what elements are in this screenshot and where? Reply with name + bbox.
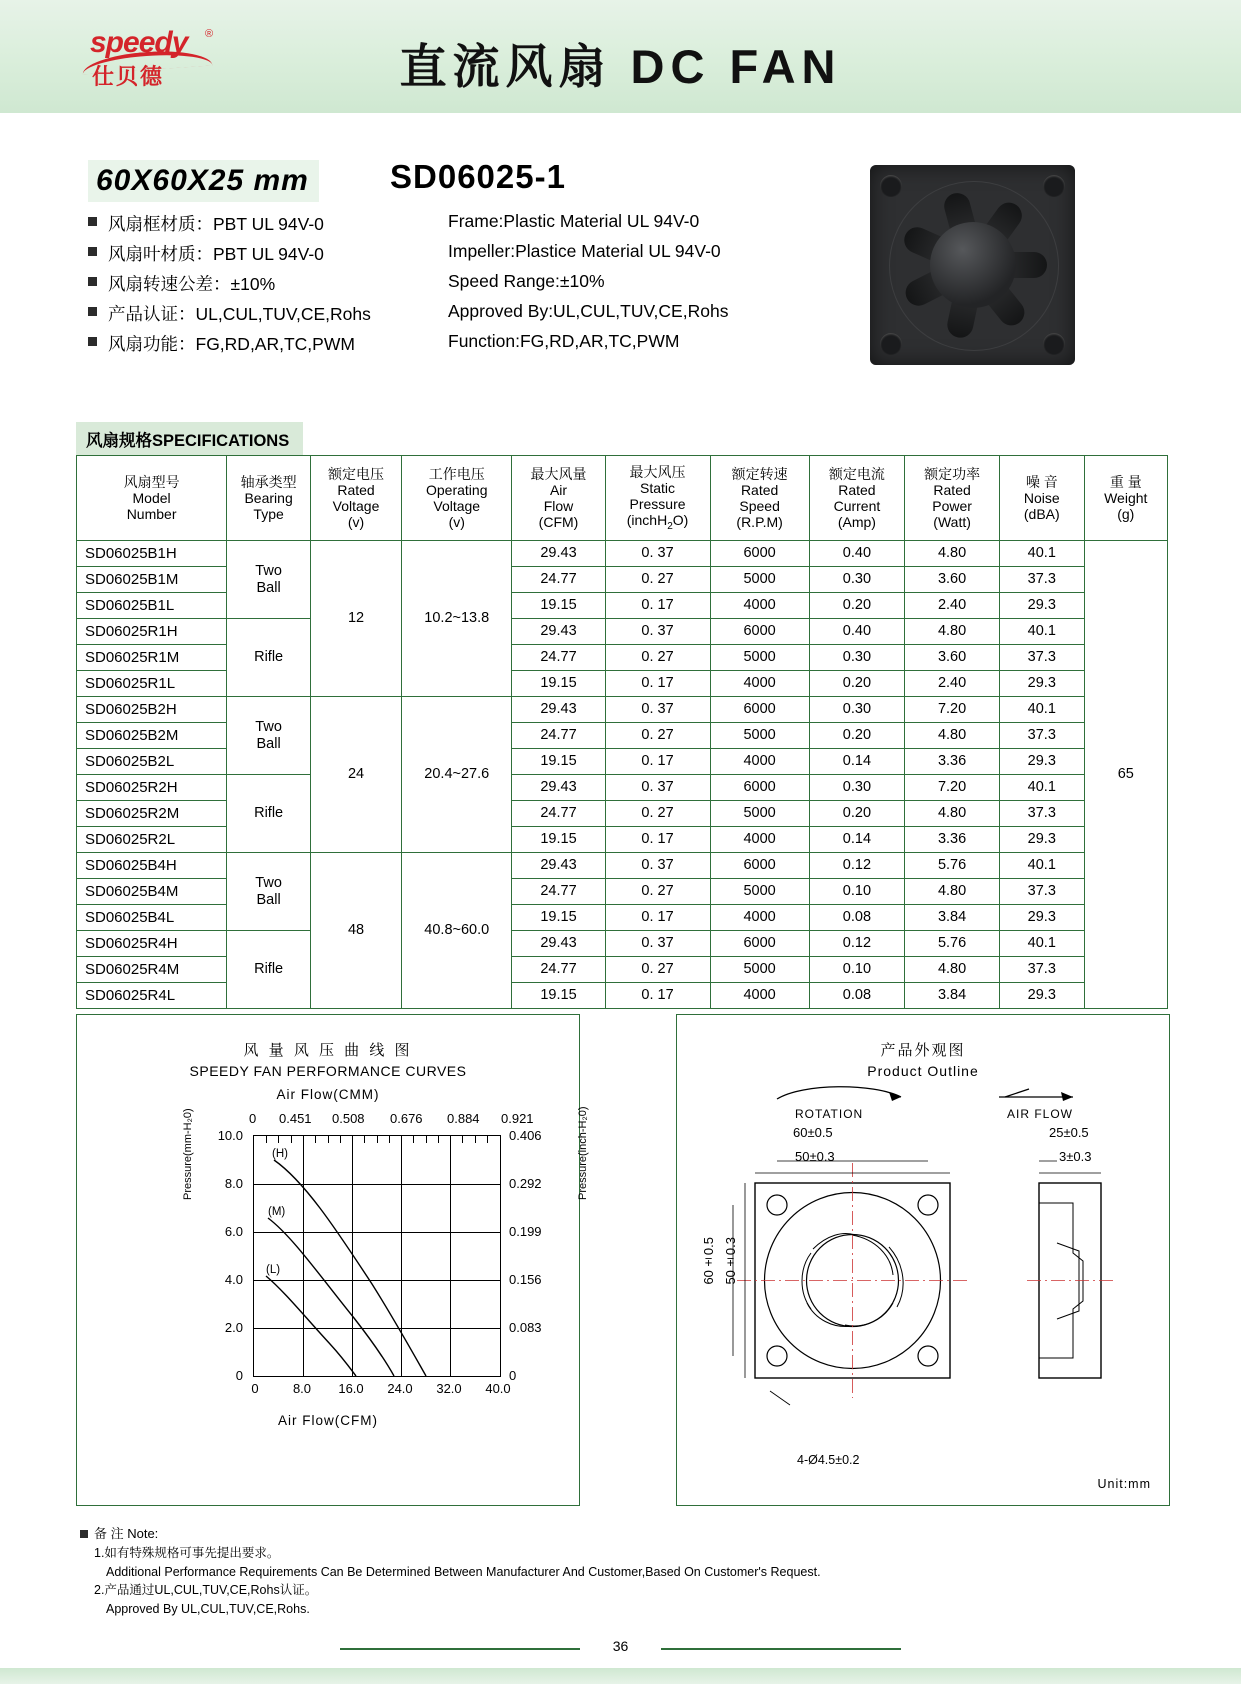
specifications-table	[76, 455, 1168, 1009]
cell-pressure: 0. 37	[605, 775, 710, 801]
cell-speed: 6000	[710, 619, 809, 645]
footer-bar	[0, 1668, 1241, 1684]
cell-current: 0.20	[809, 801, 905, 827]
cell-power: 3.84	[905, 905, 1000, 931]
cell-noise: 40.1	[1000, 931, 1085, 957]
cell-power: 3.60	[905, 567, 1000, 593]
notes-block	[80, 1524, 821, 1619]
cell-pressure: 0. 17	[605, 593, 710, 619]
note-line-3: 2.产品通过UL,CUL,TUV,CE,Rohs认证。	[94, 1583, 318, 1598]
cell-speed: 4000	[710, 983, 809, 1009]
y-tick-0: 10.0	[217, 1128, 243, 1143]
product-feature-list	[88, 208, 828, 358]
y-right-tick-2: 0.199	[509, 1224, 542, 1239]
performance-curve-panel	[76, 1014, 589, 1506]
cell-power: 3.60	[905, 645, 1000, 671]
cell-power: 2.40	[905, 671, 1000, 697]
cell-pressure: 0. 37	[605, 853, 710, 879]
top-tick-0: 0	[249, 1111, 257, 1126]
x-tick-4: 32.0	[436, 1381, 462, 1396]
col-bearing: 轴承类型 Bearing Type	[227, 456, 311, 541]
cell-airflow: 24.77	[512, 645, 605, 671]
cell-rated-voltage: 12	[311, 541, 402, 697]
cell-rated-voltage: 24	[311, 697, 402, 853]
col-rated-power: 额定功率 Rated Power (Watt)	[905, 456, 1000, 541]
cell-airflow: 24.77	[512, 723, 605, 749]
cell-airflow: 19.15	[512, 593, 605, 619]
cell-model: SD06025R1L	[77, 671, 227, 697]
logo-registered-icon: ®	[205, 28, 214, 40]
cell-power: 5.76	[905, 931, 1000, 957]
page-title: 直流风扇 DC FAN	[399, 40, 842, 93]
cell-bearing-type	[227, 775, 311, 853]
cell-airflow: 29.43	[512, 541, 605, 567]
cell-speed: 5000	[710, 567, 809, 593]
dim-depth-inner: 3±0.3	[1059, 1149, 1092, 1164]
note-line-1: 1.如有特殊规格可事先提出要求。	[94, 1545, 280, 1560]
table-body	[77, 541, 1168, 1009]
cell-pressure: 0. 37	[605, 697, 710, 723]
cell-noise: 29.3	[1000, 593, 1085, 619]
page-footer	[0, 1638, 1241, 1654]
col-model-en: Model	[132, 489, 171, 506]
cell-pressure: 0. 17	[605, 749, 710, 775]
top-tick-3: 0.676	[390, 1111, 423, 1126]
cell-operating-voltage: 20.4~27.6	[402, 697, 512, 853]
table-header-row	[77, 456, 1168, 541]
cell-noise: 40.1	[1000, 541, 1085, 567]
cell-rated-voltage: 48	[311, 853, 402, 1009]
cell-power: 7.20	[905, 775, 1000, 801]
col-model	[77, 456, 227, 541]
cell-noise: 40.1	[1000, 853, 1085, 879]
specifications-heading: 风扇规格SPECIFICATIONS	[76, 422, 303, 456]
mounting-hole-icon	[880, 333, 902, 355]
feature-cn: 风扇框材质：PBT UL 94V-0	[108, 214, 324, 234]
airflow-arrow-icon	[995, 1083, 1085, 1105]
col-weight: 重 量 Weight (g)	[1084, 456, 1167, 541]
col-air-flow: 最大风量 Air Flow (CFM)	[512, 456, 605, 541]
top-tick-2: 0.508	[332, 1111, 365, 1126]
note-line-2: Additional Performance Requirements Can Be Determined Between Manufacturer And Customer,Based On Customer's Request.	[106, 1564, 821, 1579]
cell-airflow: 19.15	[512, 749, 605, 775]
col-static-pressure: 最大风压 Static Pressure (inchH$_2$O)	[605, 456, 710, 541]
top-tick-5: 0.921	[501, 1111, 534, 1126]
y-tick-3: 4.0	[224, 1272, 243, 1287]
cell-noise: 37.3	[1000, 567, 1085, 593]
cell-model: SD06025R4L	[77, 983, 227, 1009]
cell-pressure: 0. 27	[605, 645, 710, 671]
bearing-line-2: Ball	[256, 891, 281, 908]
cell-model: SD06025R1H	[77, 619, 227, 645]
mounting-hole-icon	[1043, 333, 1065, 355]
dim-height-outer: 60±0.5	[701, 1237, 716, 1285]
notes-title: 备 注 Note:	[94, 1526, 159, 1541]
cell-speed: 4000	[710, 593, 809, 619]
x-tick-1: 8.0	[292, 1381, 312, 1396]
list-item	[88, 238, 828, 268]
feature-en: Speed Range:±10%	[448, 271, 605, 291]
cell-current: 0.14	[809, 827, 905, 853]
cell-speed: 5000	[710, 957, 809, 983]
y-right-tick-5: 0	[509, 1368, 517, 1383]
cell-airflow: 19.15	[512, 827, 605, 853]
cell-airflow: 24.77	[512, 801, 605, 827]
cell-operating-voltage: 10.2~13.8	[402, 541, 512, 697]
y-tick-5: 0	[235, 1368, 243, 1383]
cell-speed: 6000	[710, 775, 809, 801]
cell-model: SD06025B4M	[77, 879, 227, 905]
bearing-line-1: Two	[255, 718, 282, 735]
bearing-line-1: Two	[255, 562, 282, 579]
cell-noise: 37.3	[1000, 801, 1085, 827]
cell-bearing-type	[227, 931, 311, 1009]
cell-current: 0.30	[809, 645, 905, 671]
x-tick-0: 0	[251, 1381, 259, 1396]
page-header	[0, 0, 1241, 115]
rotation-arrow-icon	[773, 1081, 913, 1105]
top-tick-1: 0.451	[279, 1111, 312, 1126]
chart-x-axis-title: Air Flow(CFM)	[278, 1413, 378, 1428]
cell-pressure: 0. 17	[605, 905, 710, 931]
series-label-l: (L)	[266, 1264, 281, 1276]
bearing-line-1: Two	[255, 874, 282, 891]
cell-speed: 6000	[710, 541, 809, 567]
col-operating-voltage: 工作电压 Operating Voltage (v)	[402, 456, 512, 541]
feature-cn: 产品认证：UL,CUL,TUV,CE,Rohs	[108, 304, 371, 324]
feature-cn: 风扇叶材质：PBT UL 94V-0	[108, 244, 324, 264]
rotation-label: ROTATION	[795, 1107, 864, 1121]
cell-current: 0.12	[809, 931, 905, 957]
footer-rule-right	[661, 1648, 901, 1650]
cell-current: 0.20	[809, 723, 905, 749]
feature-en: Function:FG,RD,AR,TC,PWM	[448, 331, 680, 351]
fan-hub-icon	[930, 222, 1016, 308]
feature-en: Approved By:UL,CUL,TUV,CE,Rohs	[448, 301, 729, 321]
cell-airflow: 29.43	[512, 853, 605, 879]
cell-pressure: 0. 27	[605, 879, 710, 905]
cell-noise: 40.1	[1000, 775, 1085, 801]
cell-power: 3.84	[905, 983, 1000, 1009]
cell-model: SD06025B1H	[77, 541, 227, 567]
note-line-4: Approved By UL,CUL,TUV,CE,Rohs.	[106, 1602, 310, 1616]
cell-bearing-type	[227, 697, 311, 775]
table-row	[77, 541, 1168, 567]
table-row	[77, 775, 1168, 801]
cell-model: SD06025B1L	[77, 593, 227, 619]
cell-noise: 37.3	[1000, 645, 1085, 671]
cell-power: 4.80	[905, 723, 1000, 749]
bullet-square-icon	[88, 217, 97, 226]
table-row	[77, 697, 1168, 723]
bearing-line-2: Ball	[256, 735, 281, 752]
feature-cn: 风扇功能：FG,RD,AR,TC,PWM	[108, 334, 355, 354]
cell-current: 0.08	[809, 983, 905, 1009]
cell-model: SD06025R2L	[77, 827, 227, 853]
cell-noise: 29.3	[1000, 827, 1085, 853]
col-rated-current: 额定电流 Rated Current (Amp)	[809, 456, 905, 541]
cell-airflow: 24.77	[512, 957, 605, 983]
x-tick-2: 16.0	[338, 1381, 364, 1396]
cell-pressure: 0. 17	[605, 983, 710, 1009]
chart-plot-area	[253, 1135, 501, 1377]
cell-power: 3.36	[905, 749, 1000, 775]
x-tick-3: 24.0	[387, 1381, 413, 1396]
cell-current: 0.30	[809, 697, 905, 723]
cell-power: 4.80	[905, 801, 1000, 827]
bearing-line-2: Ball	[256, 579, 281, 596]
series-label-h: (H)	[272, 1148, 288, 1160]
cell-power: 4.80	[905, 541, 1000, 567]
dim-depth: 25±0.5	[1049, 1125, 1089, 1140]
table-row	[77, 619, 1168, 645]
mounting-hole-icon	[1043, 175, 1065, 197]
footer-rule-left	[340, 1648, 580, 1650]
page-number: 36	[612, 1638, 629, 1654]
cell-model: SD06025R2H	[77, 775, 227, 801]
dim-width-outer: 60±0.5	[793, 1125, 833, 1140]
cell-current: 0.10	[809, 957, 905, 983]
cell-pressure: 0. 37	[605, 931, 710, 957]
cell-model: SD06025B2H	[77, 697, 227, 723]
cell-pressure: 0. 27	[605, 957, 710, 983]
cell-airflow: 29.43	[512, 931, 605, 957]
product-photo	[870, 165, 1075, 365]
col-static-pressure-unit: (inchH$_2$O)	[626, 511, 689, 532]
col-rated-speed: 额定转速 Rated Speed (R.P.M)	[710, 456, 809, 541]
logo-brand-cn: 仕贝德	[92, 64, 165, 89]
cell-current: 0.20	[809, 593, 905, 619]
outline-title-en: Product Outline	[867, 1063, 979, 1079]
cell-speed: 6000	[710, 697, 809, 723]
bearing-line-1: Rifle	[254, 805, 284, 822]
cell-model: SD06025B4H	[77, 853, 227, 879]
list-item	[88, 328, 828, 358]
side-view-drawing	[1017, 1143, 1127, 1423]
cell-speed: 5000	[710, 645, 809, 671]
cell-noise: 40.1	[1000, 697, 1085, 723]
cell-current: 0.12	[809, 853, 905, 879]
col-model-cn: 风扇型号	[123, 473, 180, 490]
cell-bearing-type	[227, 619, 311, 697]
chart-title-en: SPEEDY FAN PERFORMANCE CURVES	[189, 1063, 467, 1079]
cell-power: 4.80	[905, 619, 1000, 645]
mounting-hole-icon	[880, 175, 902, 197]
cell-speed: 5000	[710, 723, 809, 749]
y-right-tick-0: 0.406	[509, 1128, 542, 1143]
cell-speed: 4000	[710, 905, 809, 931]
top-tick-4: 0.884	[447, 1111, 480, 1126]
bearing-line-1: Rifle	[254, 649, 284, 666]
cell-airflow: 19.15	[512, 905, 605, 931]
dim-height-inner: 50±0.3	[723, 1237, 738, 1285]
cell-noise: 37.3	[1000, 957, 1085, 983]
feature-en: Frame:Plastic Material UL 94V-0	[448, 211, 700, 231]
bullet-square-icon	[88, 277, 97, 286]
cell-speed: 6000	[710, 853, 809, 879]
bullet-square-icon	[88, 307, 97, 316]
cell-bearing-type	[227, 541, 311, 619]
cell-airflow: 19.15	[512, 983, 605, 1009]
chart-y-axis-title: Pressure(mm-H₂0)	[182, 1108, 194, 1200]
cell-airflow: 24.77	[512, 879, 605, 905]
cell-airflow: 29.43	[512, 697, 605, 723]
table-row	[77, 931, 1168, 957]
dim-width-inner: 50±0.3	[795, 1149, 835, 1164]
cell-noise: 40.1	[1000, 619, 1085, 645]
cell-airflow: 24.77	[512, 567, 605, 593]
chart-curves	[254, 1136, 500, 1376]
cell-model: SD06025B2L	[77, 749, 227, 775]
cell-model: SD06025B4L	[77, 905, 227, 931]
cell-power: 5.76	[905, 853, 1000, 879]
airflow-label: AIR FLOW	[1007, 1107, 1074, 1121]
product-outline-panel	[676, 1014, 1170, 1506]
cell-airflow: 29.43	[512, 619, 605, 645]
feature-en: Impeller:Plastice Material UL 94V-0	[448, 241, 721, 261]
cell-speed: 5000	[710, 879, 809, 905]
y-tick-4: 2.0	[224, 1320, 243, 1335]
logo-brand-en: speedy	[90, 26, 188, 59]
list-item	[88, 268, 828, 298]
bearing-line-1: Rifle	[254, 961, 284, 978]
cell-bearing-type	[227, 853, 311, 931]
cell-airflow: 19.15	[512, 671, 605, 697]
bullet-square-icon	[80, 1530, 88, 1538]
product-size: 60X60X25 mm	[88, 160, 319, 202]
cell-pressure: 0. 37	[605, 541, 710, 567]
cell-airflow: 29.43	[512, 775, 605, 801]
y-right-tick-1: 0.292	[509, 1176, 542, 1191]
cell-operating-voltage: 40.8~60.0	[402, 853, 512, 1009]
x-tick-5: 40.0	[485, 1381, 511, 1396]
list-item	[88, 298, 828, 328]
cell-speed: 6000	[710, 931, 809, 957]
cell-current: 0.30	[809, 775, 905, 801]
cell-noise: 37.3	[1000, 723, 1085, 749]
cell-pressure: 0. 17	[605, 827, 710, 853]
cell-current: 0.40	[809, 541, 905, 567]
cell-current: 0.20	[809, 671, 905, 697]
cell-model: SD06025B1M	[77, 567, 227, 593]
col-rated-voltage: 额定电压 Rated Voltage (v)	[311, 456, 402, 541]
cell-current: 0.30	[809, 567, 905, 593]
cell-pressure: 0. 27	[605, 723, 710, 749]
bullet-square-icon	[88, 337, 97, 346]
cell-power: 4.80	[905, 879, 1000, 905]
cell-noise: 37.3	[1000, 879, 1085, 905]
mounting-holes-dim: 4-Ø4.5±0.2	[797, 1453, 860, 1467]
cell-power: 4.80	[905, 957, 1000, 983]
cell-noise: 29.3	[1000, 905, 1085, 931]
cell-model: SD06025R1M	[77, 645, 227, 671]
cell-power: 3.36	[905, 827, 1000, 853]
cell-noise: 29.3	[1000, 983, 1085, 1009]
cell-pressure: 0. 27	[605, 567, 710, 593]
cell-power: 2.40	[905, 593, 1000, 619]
cell-model: SD06025R4H	[77, 931, 227, 957]
bullet-square-icon	[88, 247, 97, 256]
series-label-m: (M)	[268, 1206, 286, 1218]
outline-title-cn: 产品外观图	[880, 1042, 966, 1059]
cell-speed: 4000	[710, 827, 809, 853]
cell-model: SD06025R4M	[77, 957, 227, 983]
cell-power: 7.20	[905, 697, 1000, 723]
y-tick-2: 6.0	[224, 1224, 243, 1239]
cell-noise: 29.3	[1000, 671, 1085, 697]
cell-weight: 65	[1084, 541, 1167, 1009]
cell-model: SD06025R2M	[77, 801, 227, 827]
cell-current: 0.40	[809, 619, 905, 645]
y-tick-1: 8.0	[224, 1176, 243, 1191]
list-item	[88, 208, 828, 238]
front-view-drawing	[725, 1143, 975, 1443]
chart-title-cn: 风 量 风 压 曲 线 图	[243, 1042, 413, 1059]
cell-speed: 4000	[710, 671, 809, 697]
product-model-code: SD06025-1	[390, 158, 566, 195]
col-noise: 噪 音 Noise (dBA)	[1000, 456, 1085, 541]
table-row	[77, 853, 1168, 879]
cell-current: 0.08	[809, 905, 905, 931]
col-model-en2: Number	[126, 506, 177, 523]
cell-pressure: 0. 37	[605, 619, 710, 645]
y-right-tick-3: 0.156	[509, 1272, 542, 1287]
cell-model: SD06025B2M	[77, 723, 227, 749]
chart-y-axis-title-right: Pressure(inch-H₂0)	[577, 1106, 589, 1200]
cell-current: 0.10	[809, 879, 905, 905]
cell-speed: 4000	[710, 749, 809, 775]
cell-speed: 5000	[710, 801, 809, 827]
cell-pressure: 0. 17	[605, 671, 710, 697]
cell-current: 0.14	[809, 749, 905, 775]
feature-cn: 风扇转速公差：±10%	[108, 274, 276, 294]
cell-pressure: 0. 27	[605, 801, 710, 827]
cell-noise: 29.3	[1000, 749, 1085, 775]
chart-top-axis-title: Air Flow(CMM)	[276, 1087, 380, 1102]
y-right-tick-4: 0.083	[509, 1320, 542, 1335]
unit-label: Unit:mm	[1097, 1477, 1151, 1491]
